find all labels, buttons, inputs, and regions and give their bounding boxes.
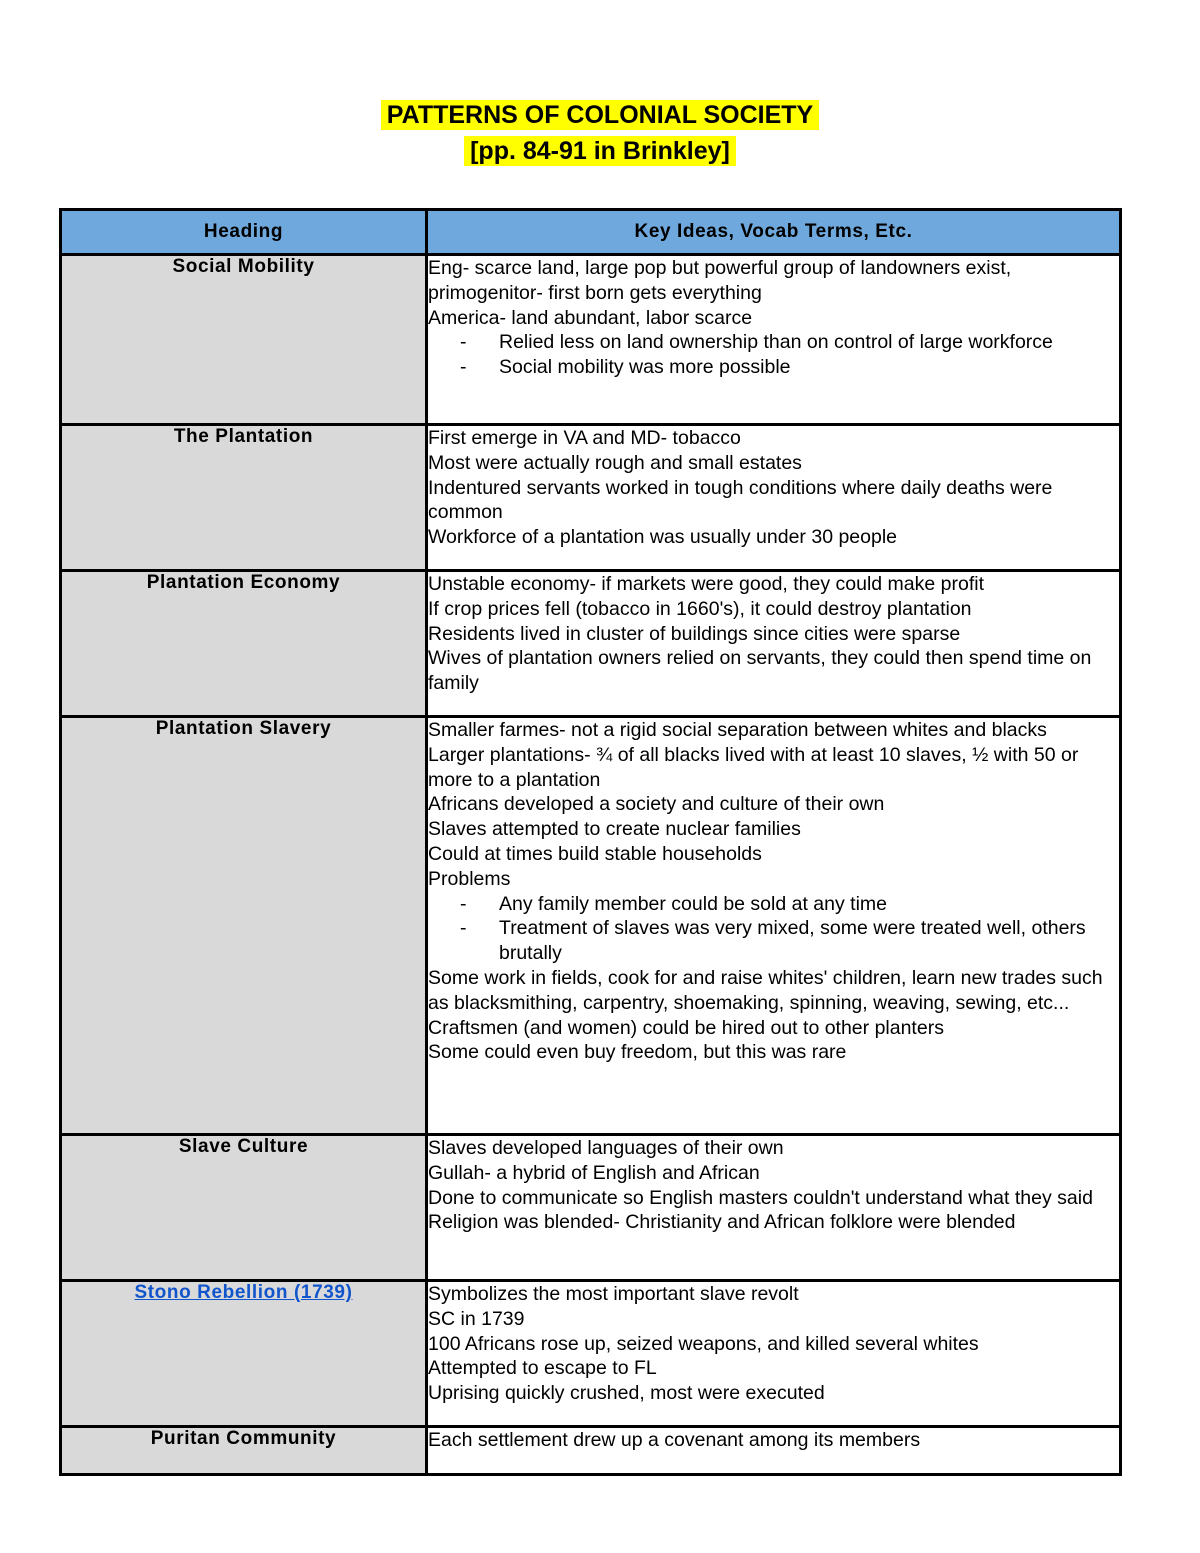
table-row <box>61 1281 1121 1427</box>
notes-table <box>59 208 1122 1476</box>
row-heading-link[interactable]: Stono Rebellion (1739) <box>134 1282 353 1303</box>
row-heading-label: Social Mobility <box>172 256 315 277</box>
bullet-text: Any family member could be sold at any time <box>499 892 888 915</box>
note-line: Workforce of a plantation was usually under 30 people <box>428 526 898 549</box>
row-heading-cell <box>61 425 427 571</box>
note-line: Craftsmen (and women) could be hired out to other planters <box>428 1016 944 1039</box>
note-line: Most were actually rough and small estates <box>428 451 802 474</box>
page-title: PATTERNS OF COLONIAL SOCIETY <box>381 100 819 130</box>
note-line: Wives of plantation owners relied on servants, they could then spend time on family <box>428 647 1092 695</box>
table-row <box>61 255 1121 425</box>
note-line: Could at times build stable households <box>428 842 762 865</box>
bullet-item <box>428 355 1119 380</box>
bullet-text: Social mobility was more possible <box>499 356 791 379</box>
bullet-dash-icon: - <box>460 356 467 379</box>
table-row <box>61 571 1121 717</box>
row-heading-label: Slave Culture <box>178 1136 309 1157</box>
bullet-text: Treatment of slaves was very mixed, some were treated well, others brutally <box>499 917 1086 965</box>
row-heading-cell <box>61 255 427 425</box>
note-line: Done to communicate so English masters couldn't understand what they said <box>428 1186 1093 1209</box>
table-row <box>61 1427 1121 1475</box>
bullet-item <box>428 916 1119 966</box>
row-heading-cell <box>61 1281 427 1427</box>
note-line: Some work in fields, cook for and raise whites' children, learn new trades such as blacksmithing, carpentry, shoemaking, spinning, weaving, sewing, etc... <box>428 966 1103 1014</box>
bullet-dash-icon: - <box>460 331 467 354</box>
note-line: Uprising quickly crushed, most were executed <box>428 1382 825 1405</box>
bullet-item <box>428 892 1119 917</box>
bullet-text: Relied less on land ownership than on control of large workforce <box>499 331 1053 354</box>
note-line: Attempted to escape to FL <box>428 1357 657 1380</box>
note-line: Africans developed a society and culture of their own <box>428 793 885 816</box>
table-header-row <box>61 210 1121 255</box>
table-row <box>61 425 1121 571</box>
note-line: Gullah- a hybrid of English and African <box>428 1161 760 1184</box>
table-row <box>61 1135 1121 1281</box>
note-line: Some could even buy freedom, but this was rare <box>428 1041 847 1064</box>
note-line: Each settlement drew up a covenant among its members <box>428 1429 921 1451</box>
note-line: Smaller farmes- not a rigid social separation between whites and blacks <box>428 719 1047 741</box>
note-line: Larger plantations- ¾ of all blacks lived with at least 10 slaves, ½ with 50 or more to a plantation <box>428 743 1079 791</box>
note-line: Slaves attempted to create nuclear families <box>428 818 801 841</box>
row-content-cell <box>427 255 1121 425</box>
bullet-dash-icon: - <box>460 917 467 940</box>
note-line: Slaves developed languages of their own <box>428 1137 784 1159</box>
row-heading-cell <box>61 1427 427 1475</box>
column-header-heading: Heading <box>61 210 427 255</box>
row-heading-label: Puritan Community <box>150 1428 337 1449</box>
note-line: First emerge in VA and MD- tobacco <box>428 427 741 449</box>
page-title-block <box>0 100 1200 172</box>
row-heading-label: The Plantation <box>173 426 314 447</box>
note-line: Religion was blended- Christianity and African folklore were blended <box>428 1211 1016 1234</box>
row-content-cell <box>427 571 1121 717</box>
table-body <box>61 255 1121 1475</box>
column-header-key-ideas: Key Ideas, Vocab Terms, Etc. <box>427 210 1121 255</box>
row-content-cell <box>427 1427 1121 1475</box>
row-content-cell <box>427 1135 1121 1281</box>
note-line: SC in 1739 <box>428 1307 525 1330</box>
note-line: Problems <box>428 867 511 890</box>
row-heading-cell <box>61 717 427 1135</box>
page-subtitle: [pp. 84-91 in Brinkley] <box>464 136 736 166</box>
note-line: 100 Africans rose up, seized weapons, and killed several whites <box>428 1332 979 1355</box>
table-row <box>61 717 1121 1135</box>
row-heading-cell <box>61 571 427 717</box>
row-content-cell <box>427 425 1121 571</box>
row-heading-label: Plantation Economy <box>146 572 341 593</box>
note-line: Symbolizes the most important slave revolt <box>428 1283 799 1305</box>
row-content-cell <box>427 1281 1121 1427</box>
note-line: America- land abundant, labor scarce <box>428 306 753 329</box>
row-heading-label: Plantation Slavery <box>155 718 332 739</box>
bullet-dash-icon: - <box>460 892 467 915</box>
bullet-item <box>428 330 1119 355</box>
note-line: If crop prices fell (tobacco in 1660's), it could destroy plantation <box>428 597 972 620</box>
row-heading-cell <box>61 1135 427 1281</box>
row-content-cell <box>427 717 1121 1135</box>
note-line: Indentured servants worked in tough conditions where daily deaths were common <box>428 476 1053 524</box>
note-line: Residents lived in cluster of buildings since cities were sparse <box>428 622 961 645</box>
note-line: Eng- scarce land, large pop but powerful group of landowners exist, primogenitor- first born gets everything <box>428 257 1012 304</box>
note-line: Unstable economy- if markets were good, they could make profit <box>428 573 985 595</box>
